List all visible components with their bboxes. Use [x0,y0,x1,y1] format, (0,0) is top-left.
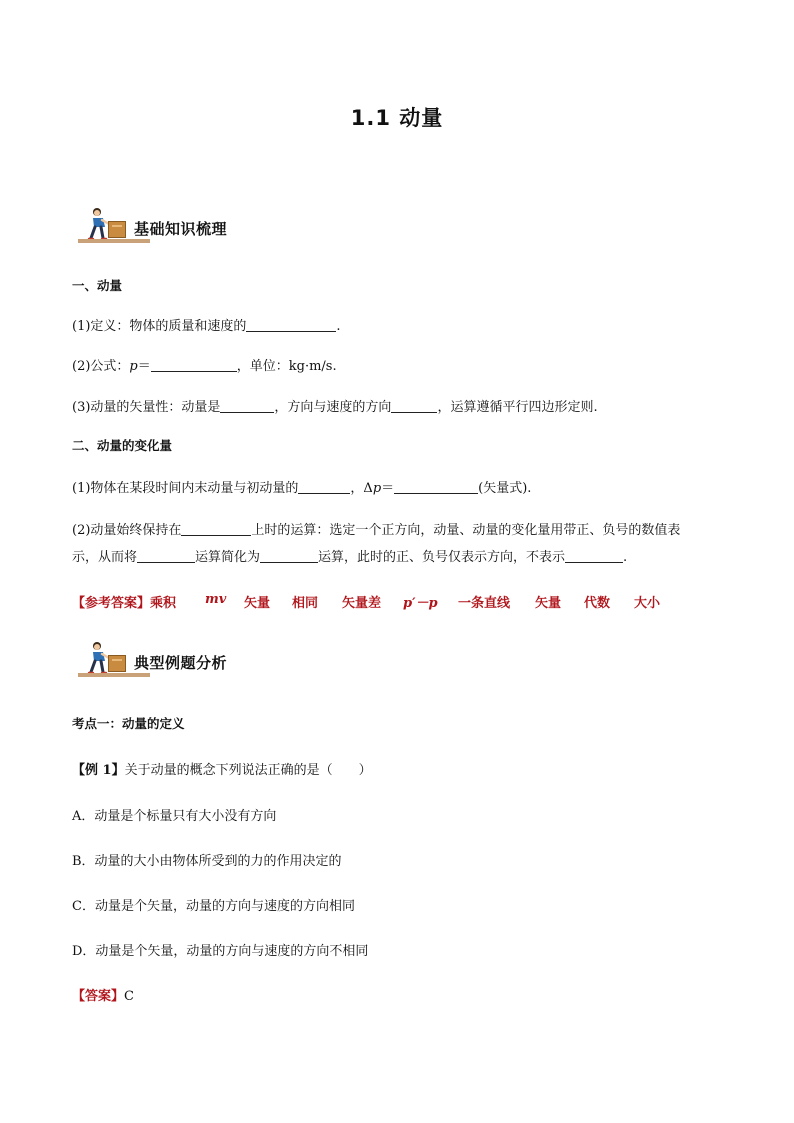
heading-momentum: 一、动量 [72,278,123,293]
answer-item: 矢量差 [342,596,382,611]
section-banner-label: 典型例题分析 [134,654,228,672]
example-text: 关于动量的概念下列说法正确的是（ ） [124,763,372,778]
straight-line-operation-line: (2)动量始终保持在 上时的运算：选定一个正方向，动量、动量的变化量用带正、负号的数值表 [72,523,681,538]
fill-blank [151,359,237,372]
answer-item: 矢量 [244,596,271,611]
fill-blank [181,523,251,536]
answer-value: C [124,989,134,1004]
fill-blank [246,319,336,332]
kaodian-heading: 考点一：动量的定义 [72,716,185,731]
fill-blank [298,481,350,494]
answer-item: 大小 [634,596,661,611]
momentum-change-line: (1)物体在某段时间内末动量与初动量的 ，Δp＝ (矢量式). [72,481,532,496]
heading-momentum-change: 二、动量的变化量 [72,438,173,453]
fill-blank [391,400,437,413]
answer-item: mv [205,592,227,607]
example-question [72,759,372,778]
reference-answer-label: 【参考答案】乘积 [72,596,177,611]
definition-line: (1)定义：物体的质量和速度的 . [72,319,341,334]
floor-line [78,239,150,243]
box-icon [108,221,126,238]
example-answer [72,985,134,1004]
answer-item: 一条直线 [458,596,511,611]
example-number: 【例 1】 [72,763,125,778]
fill-blank [565,550,623,563]
page-title: 1.1 动量 [350,106,444,130]
box-icon [108,655,126,672]
vector-property-line: (3)动量的矢量性：动量是 ，方向与速度的方向 ，运算遵循平行四边形定则. [72,400,598,415]
answer-item: 矢量 [535,596,562,611]
fill-blank [394,481,478,494]
option-b: B．动量的大小由物体所受到的力的作用决定的 [72,854,342,869]
option-d: D．动量是个矢量，动量的方向与速度的方向不相同 [72,944,369,959]
answer-item: 相同 [292,596,319,611]
boy-pushing-box-icon [86,641,110,675]
fill-blank [220,400,274,413]
fill-blank [260,550,318,563]
fill-blank [137,550,195,563]
option-c: C．动量是个矢量，动量的方向与速度的方向相同 [72,899,355,914]
answer-label: 【答案】 [72,989,125,1004]
section-banner-label: 基础知识梳理 [134,220,228,238]
operation-continued-line: 示，从而将 运算简化为 运算，此时的正、负号仅表示方向，不表示 . [72,550,628,565]
answer-item: p′－p [403,596,438,611]
answer-item: 代数 [584,596,611,611]
option-a: A．动量是个标量只有大小没有方向 [72,809,277,824]
formula-line: (2)公式：p＝ ，单位：kg·m/s. [72,359,337,374]
section-banner-basics [78,207,278,247]
boy-pushing-box-icon [86,207,110,241]
section-banner-examples [78,641,278,681]
floor-line [78,673,150,677]
reference-answers [72,592,712,610]
